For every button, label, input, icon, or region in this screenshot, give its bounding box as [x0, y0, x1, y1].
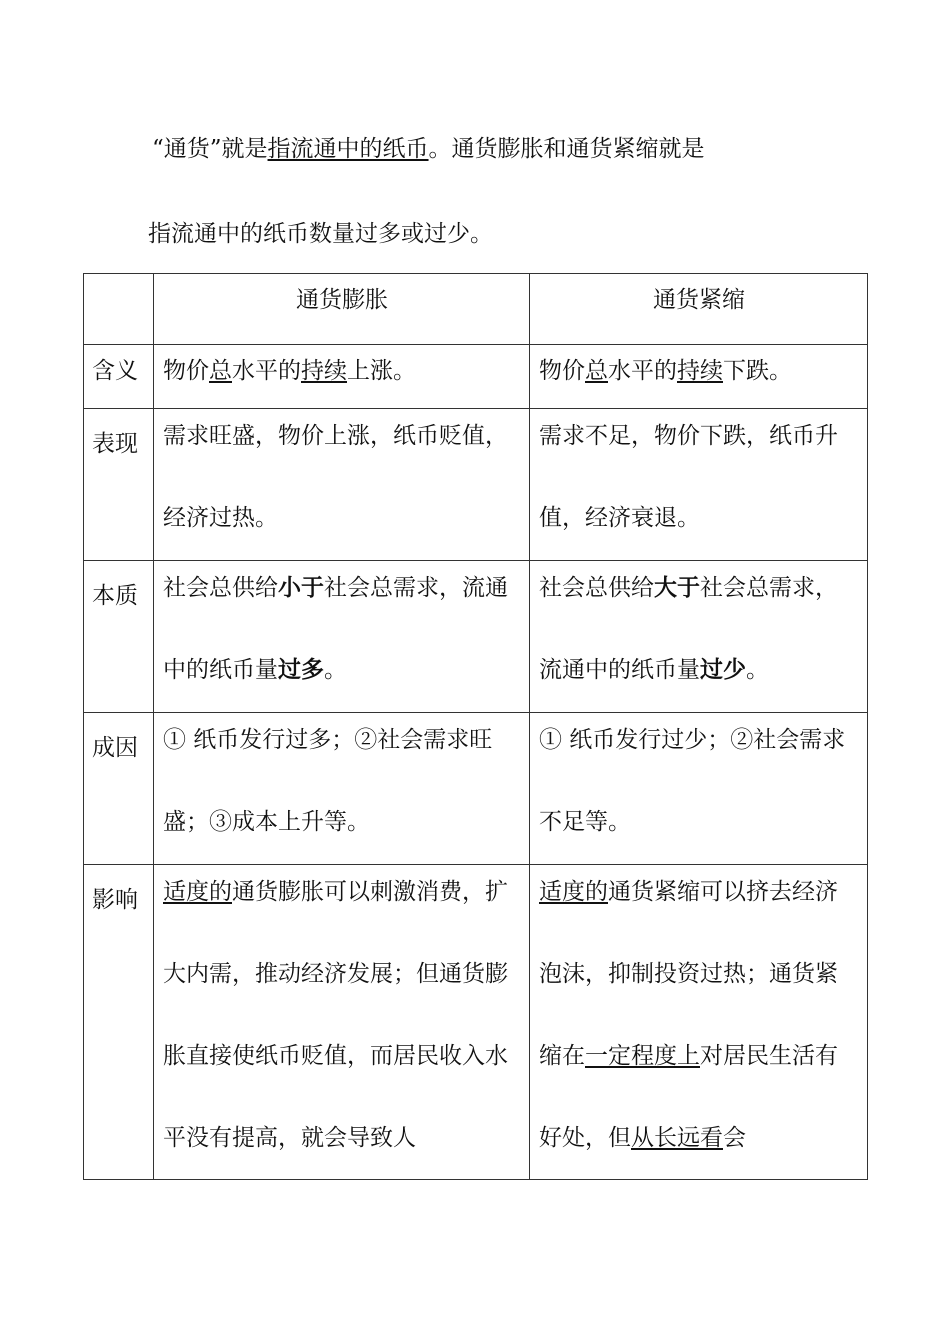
text-segment: 物价: [163, 358, 209, 384]
inflation-cell: [154, 345, 530, 409]
row-label: 表现: [84, 409, 154, 561]
deflation-cell: [530, 345, 868, 409]
text-segment: 需求不足，物价下跌，纸币升值，经济衰退。: [539, 423, 838, 531]
text-segment: 社会总供给: [539, 575, 654, 601]
text-segment: ① 纸币发行过多；②社会需求旺盛；③成本上升等。: [163, 727, 493, 835]
text-segment: ① 纸币发行过少；②社会需求不足等。: [539, 727, 846, 835]
header-deflation: 通货紧缩: [530, 274, 868, 345]
inflation-cell: [154, 713, 530, 865]
header-empty-cell: [84, 274, 154, 345]
text-segment: “通货”就是: [152, 136, 268, 162]
text-segment: 物价: [539, 358, 585, 384]
bold-text: 过少: [700, 656, 746, 683]
underlined-text: 从长远看: [631, 1125, 723, 1151]
header-inflation: 通货膨胀: [154, 274, 530, 345]
underlined-text: 持续: [301, 358, 347, 384]
underlined-text: 总: [209, 358, 232, 384]
table-row: [84, 409, 868, 561]
cell-text: [163, 561, 521, 712]
underlined-text: 总: [585, 358, 608, 384]
text-segment: 。通货膨胀和通货紧缩就是: [428, 136, 705, 162]
deflation-cell: [530, 409, 868, 561]
inflation-cell: [154, 561, 530, 713]
underlined-text: 指流通中的纸币: [267, 136, 429, 162]
text-segment: 上涨。: [347, 358, 416, 384]
inflation-cell: [154, 409, 530, 561]
underlined-text: 一定程度上: [585, 1043, 700, 1069]
inflation-cell: [154, 865, 530, 1180]
table-row: [84, 345, 868, 409]
text-segment: 水平的: [232, 358, 301, 384]
text-segment: 对居民生活有好处，但: [539, 1043, 838, 1151]
deflation-cell: [530, 713, 868, 865]
text-segment: 。: [324, 657, 347, 683]
cell-text: [163, 345, 521, 397]
bold-text: 小于: [278, 574, 324, 601]
table-header-row: [84, 274, 868, 345]
cell-text: [539, 409, 859, 560]
text-segment: 水平的: [608, 358, 677, 384]
row-label: 含义: [84, 345, 154, 409]
cell-text: [163, 409, 521, 560]
text-segment: 需求旺盛，物价上涨，纸币贬值，经济过热。: [163, 423, 508, 531]
underlined-text: 持续: [677, 358, 723, 384]
comparison-table: [83, 273, 868, 1180]
row-label: 成因: [84, 713, 154, 865]
table-row: [84, 561, 868, 713]
table-row: [84, 865, 868, 1180]
intro-line-1: [152, 134, 705, 164]
cell-text: [539, 561, 859, 712]
deflation-cell: [530, 561, 868, 713]
cell-text: [539, 345, 859, 397]
text-segment: 社会总需求，流通中的纸币量: [539, 575, 838, 683]
bold-text: 大于: [654, 574, 700, 601]
row-label: 本质: [84, 561, 154, 713]
cell-text: [163, 713, 521, 864]
underlined-text: 适度的: [539, 879, 608, 905]
row-label: 影响: [84, 865, 154, 1180]
underlined-text: 适度的: [163, 879, 232, 905]
text-segment: 社会总供给: [163, 575, 278, 601]
text-segment: 社会总需求，流通中的纸币量: [163, 575, 508, 683]
cell-text: [539, 865, 859, 1180]
text-segment: 通货膨胀可以刺激消费，扩大内需，推动经济发展；但通货膨胀直接使纸币贬值，而居民收入水平没有提高，就会导致人: [163, 879, 508, 1151]
table-row: [84, 713, 868, 865]
deflation-cell: [530, 865, 868, 1180]
bold-text: 过多: [278, 656, 324, 683]
intro-line-2: 指流通中的纸币数量过多或过少。: [148, 221, 493, 247]
cell-text: [163, 865, 521, 1180]
text-segment: 下跌。: [723, 358, 792, 384]
text-segment: 。: [746, 657, 769, 683]
text-segment: 会: [723, 1125, 746, 1151]
text-segment: 通货紧缩可以挤去经济泡沫，抑制投资过热；通货紧缩在: [539, 879, 838, 1069]
cell-text: [539, 713, 859, 864]
